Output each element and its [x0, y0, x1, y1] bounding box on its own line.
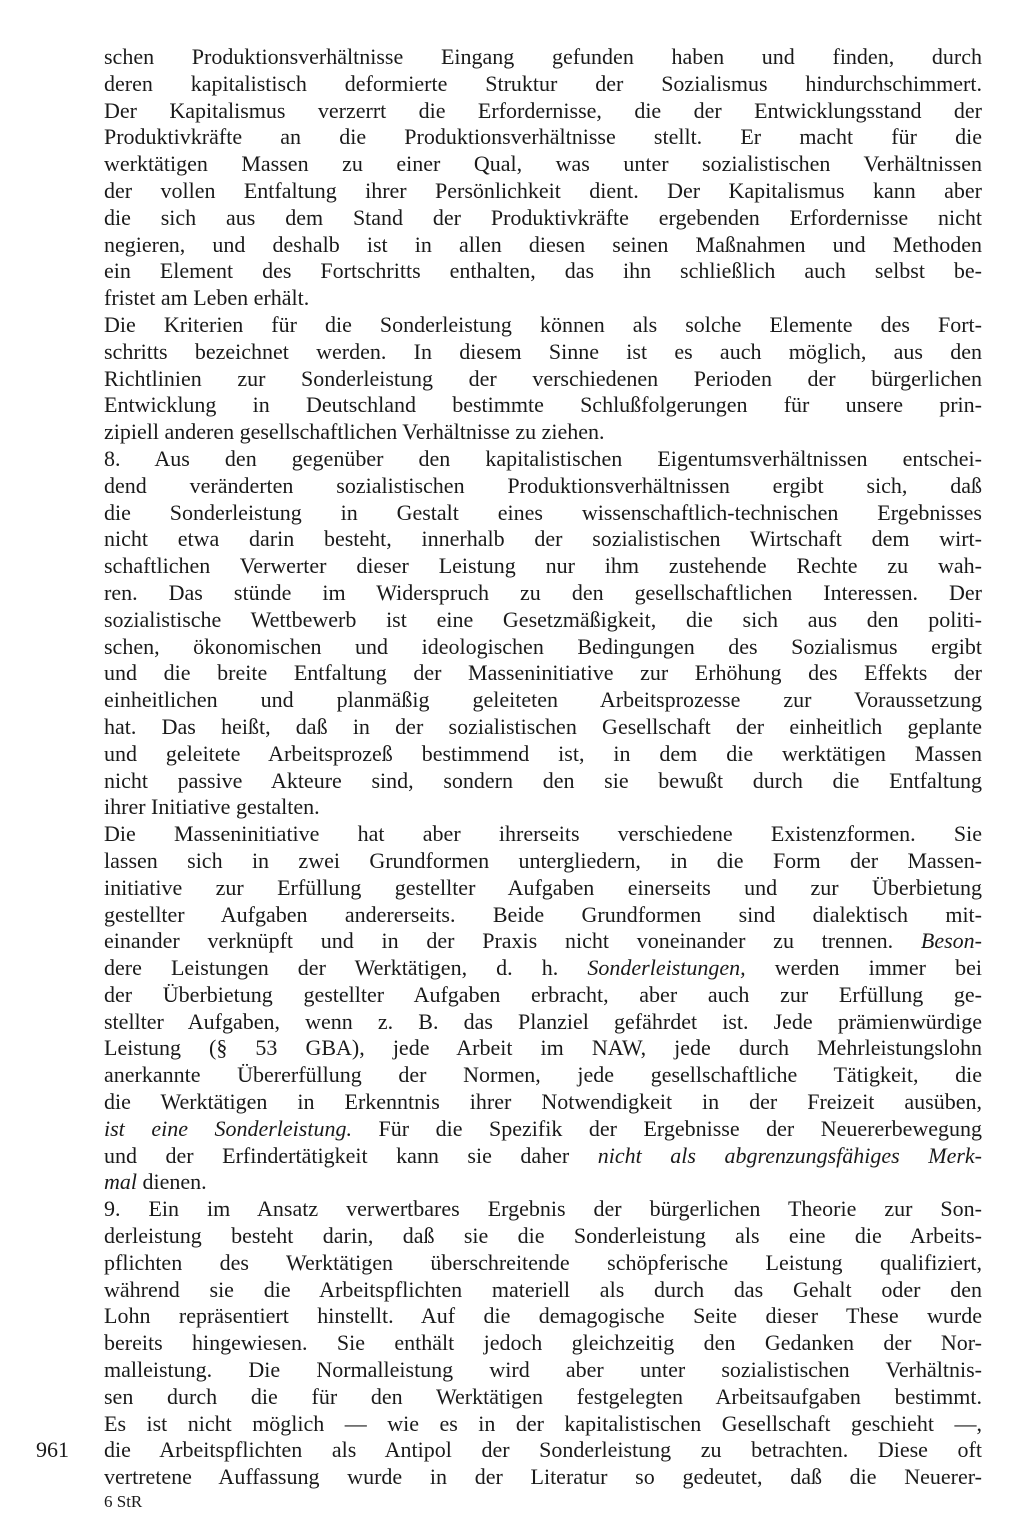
- text-line: Entwicklung in Deutschland bestimmte Schlußfolgerungen für unsere prin-: [104, 392, 982, 418]
- text-line: Lohn repräsentiert hinstellt. Auf die demagogische Seite dieser These wurde: [104, 1303, 982, 1329]
- text-line: zipiell anderen gesellschaftlichen Verhältnisse zu ziehen.: [104, 419, 605, 445]
- emphasis: Beson-: [920, 928, 982, 954]
- text-line: dend veränderten sozialistischen Produktionsverhältnissen ergibt sich, daß: [104, 472, 982, 498]
- text-line: schen Produktionsverhältnisse Eingang gefunden haben und finden, durch: [104, 44, 982, 69]
- text-line: vertretene Auffassung wurde in der Literatur so gedeutet, daß die Neuerer-: [104, 1464, 982, 1490]
- text-line: und der Erfindertätigkeit kann sie daher nicht als abgrenzungsfähiges Merk-: [104, 1142, 982, 1168]
- text-line: negieren, und deshalb ist in allen diesen seinen Maßnahmen und Methoden: [104, 231, 982, 257]
- text-line: nicht passive Akteure sind, sondern den sie bewußt durch die Entfaltung: [104, 767, 982, 793]
- text-line: deren kapitalistisch deformierte Struktur der Sozialismus hindurchschimmert.: [104, 70, 982, 96]
- text-line: derleistung besteht darin, daß sie die Sonderleistung als eine die Arbeits-: [104, 1223, 982, 1249]
- text-line: 9. Ein im Ansatz verwertbares Ergebnis der bürgerlichen Theorie zur Son-: [104, 1196, 982, 1222]
- text-line: die Arbeitspflichten als Antipol der Sonderleistung zu betrachten. Diese oft: [104, 1437, 982, 1463]
- text-line: werktätigen Massen zu einer Qual, was unter sozialistischen Verhältnissen: [104, 151, 982, 177]
- text-line: Leistung (§ 53 GBA), jede Arbeit im NAW, jede durch Mehrleistungslohn: [104, 1035, 982, 1061]
- text-line: die Sonderleistung in Gestalt eines wissenschaftlich-technischen Ergebnisses: [104, 499, 982, 525]
- footer-signature: 6 StR: [104, 1492, 143, 1511]
- text-line: 8. Aus den gegenüber den kapitalistischen Eigentumsverhältnissen entschei-: [104, 445, 982, 471]
- text-line: fristet am Leben erhält.: [104, 285, 310, 311]
- text-line: dere Leistungen der Werktätigen, d. h. Sonderleistungen, werden immer bei: [104, 955, 982, 981]
- emphasis: nicht als abgrenzungsfähiges Merk-: [597, 1142, 982, 1168]
- text-line: nicht etwa darin besteht, innerhalb der sozialistischen Wirtschaft dem wirt-: [104, 526, 982, 552]
- text-line: Die Kriterien für die Sonderleistung können als solche Elemente des Fort-: [104, 311, 982, 337]
- text-line: während sie die Arbeitspflichten materiell als durch das Gehalt oder den: [104, 1276, 982, 1302]
- text-line: einheitlichen und planmäßig geleiteten Arbeitsprozesse zur Voraussetzung: [104, 687, 982, 713]
- paragraph: [104, 1196, 982, 1410]
- text-line: ren. Das stünde im Widerspruch zu den gesellschaftlichen Interessen. Der: [104, 579, 982, 605]
- paragraph: [104, 821, 982, 1196]
- paragraph: [104, 44, 982, 312]
- paragraph: [104, 446, 982, 821]
- text-line: ist eine Sonderleistung. Für die Spezifik der Ergebnisse der Neuererbewegung: [104, 1115, 982, 1141]
- text-line: der Überbietung gestellter Aufgaben erbracht, aber auch zur Erfüllung ge-: [104, 981, 982, 1007]
- text-line: ihrer Initiative gestalten.: [104, 794, 320, 820]
- text-line: schaftlichen Verwerter dieser Leistung nur ihm zustehende Rechte zu wah-: [104, 553, 982, 579]
- text-line: einander verknüpft und in der Praxis nicht voneinander zu trennen. Beson-: [104, 928, 982, 954]
- emphasis: ist eine Sonderleistung.: [104, 1115, 352, 1141]
- text-line: die sich aus dem Stand der Produktivkräfte ergebenden Erfordernisse nicht: [104, 204, 982, 230]
- text-line: gestellter Aufgaben andererseits. Beide Grundformen sind dialektisch mit-: [104, 901, 982, 927]
- text-line: Es ist nicht möglich — wie es in der kapitalistischen Gesellschaft geschieht —,: [104, 1410, 982, 1436]
- text-line: stellter Aufgaben, wenn z. B. das Planziel gefährdet ist. Jede prämienwürdige: [104, 1008, 982, 1034]
- text-line: Die Masseninitiative hat aber ihrerseits verschiedene Existenzformen. Sie: [104, 821, 982, 847]
- text-line: schen, ökonomischen und ideologischen Bedingungen des Sozialismus ergibt: [104, 633, 982, 659]
- text-line: schritts bezeichnet werden. In diesem Sinne ist es auch möglich, aus den: [104, 338, 982, 364]
- text-line: anerkannte Übererfüllung der Normen, jede gesellschaftliche Tätigkeit, die: [104, 1062, 982, 1088]
- text-line: malleistung. Die Normalleistung wird aber unter sozialistischen Verhältnis-: [104, 1357, 982, 1383]
- text-line: sen durch die für den Werktätigen festgelegten Arbeitsaufgaben bestimmt.: [104, 1383, 982, 1409]
- emphasis: mal: [104, 1169, 137, 1195]
- text-line: bereits hingewiesen. Sie enthält jedoch gleichzeitig den Gedanken der Nor-: [104, 1330, 982, 1356]
- text-line: Richtlinien zur Sonderleistung der verschiedenen Perioden der bürgerlichen: [104, 365, 982, 391]
- text-line: Der Kapitalismus verzerrt die Erfordernisse, die der Entwicklungsstand der: [104, 97, 982, 123]
- text-line: mal dienen.: [104, 1169, 207, 1195]
- paragraph: [104, 1411, 982, 1491]
- emphasis: Sonderleistungen,: [587, 955, 746, 981]
- text-line: ein Element des Fortschritts enthalten, das ihn schließlich auch selbst be-: [104, 258, 982, 284]
- text-line: hat. Das heißt, daß in der sozialistischen Gesellschaft der einheitlich geplante: [104, 713, 982, 739]
- text-line: initiative zur Erfüllung gestellter Aufgaben einerseits und zur Überbietung: [104, 874, 982, 900]
- paragraph: [104, 312, 982, 446]
- text-line: und geleitete Arbeitsprozeß bestimmend ist, in dem die werktätigen Massen: [104, 740, 982, 766]
- text-line: Produktivkräfte an die Produktionsverhältnisse stellt. Er macht für die: [104, 124, 982, 150]
- page-number: 961: [36, 1437, 69, 1462]
- text-line: und die breite Entfaltung der Masseninitiative zur Erhöhung des Effekts der: [104, 660, 982, 686]
- text-line: die Werktätigen in Erkenntnis ihrer Notwendigkeit in der Freizeit ausüben,: [104, 1089, 982, 1115]
- body-text: [104, 44, 982, 1491]
- text-line: der vollen Entfaltung ihrer Persönlichkeit dient. Der Kapitalismus kann aber: [104, 177, 982, 203]
- text-line: lassen sich in zwei Grundformen untergliedern, in die Form der Massen-: [104, 847, 982, 873]
- text-line: pflichten des Werktätigen überschreitende schöpferische Leistung qualifiziert,: [104, 1249, 982, 1275]
- text-line: sozialistische Wettbewerb ist eine Gesetzmäßigkeit, die sich aus den politi-: [104, 606, 982, 632]
